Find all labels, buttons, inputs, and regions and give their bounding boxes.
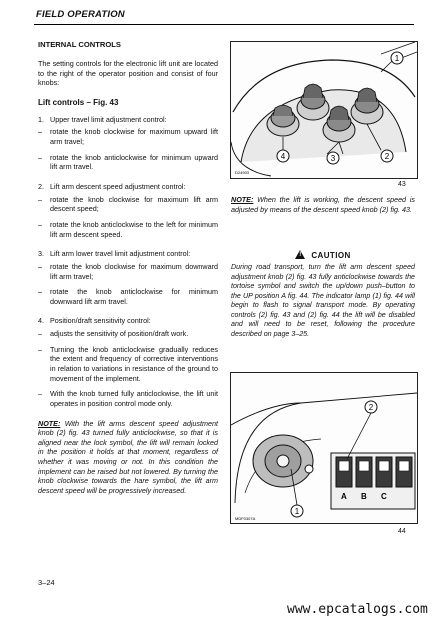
callout-marker — [291, 505, 303, 517]
svg-text:2: 2 — [368, 403, 374, 412]
bullet: – rotate the knob clockwise for maximum upward lift arm travel; — [38, 127, 218, 147]
note-paragraph — [231, 195, 415, 214]
bullet: – rotate the knob clockwise for maximum lift arm descent speed; — [38, 194, 218, 214]
switch-label: A — [341, 492, 347, 501]
note-label: NOTE: — [38, 418, 61, 428]
caution-block — [231, 250, 415, 339]
switch-panel-illustration — [231, 373, 417, 523]
list-item — [38, 316, 218, 408]
item-number: 2. — [38, 182, 44, 192]
list-item — [38, 249, 218, 306]
figure-44-lift-switches — [230, 372, 418, 524]
switch-icon — [396, 457, 412, 487]
item-number: 3. — [38, 249, 44, 259]
item-number: 1. — [38, 114, 44, 124]
switch-label: C — [381, 492, 387, 501]
warning-triangle-icon — [295, 250, 305, 259]
internal-controls-heading: INTERNAL CONTROLS — [38, 40, 121, 49]
svg-text:3: 3 — [330, 154, 336, 163]
bullet: – rotate the knob anticlockwise for minimum downward lift arm travel. — [38, 287, 218, 306]
bullet: – adjusts the sensitivity of position/draft work. — [38, 329, 189, 339]
note-text: When the lift is working, the descent speed is adjusted by means of the descent speed knob (2) fig. 43. — [231, 195, 416, 214]
switch-icon — [336, 457, 352, 487]
figure-number: 43 — [398, 181, 406, 188]
item-title: Upper travel limit adjustment control: — [50, 114, 167, 124]
left-column — [38, 40, 218, 496]
figure-code: D24903 — [235, 170, 250, 175]
caution-heading: !CAUTION — [231, 250, 415, 260]
bullet: – With the knob turned fully anticlockwise, the lift unit operates in position control mode only. — [38, 389, 218, 408]
callout-marker — [327, 152, 339, 164]
page-header — [34, 6, 414, 25]
list-item — [38, 182, 218, 239]
switch-icon — [376, 457, 392, 487]
intro-paragraph: The setting controls for the electronic lift unit are located to the right of the operator position and consist of four knobs: — [38, 59, 218, 88]
svg-text:1: 1 — [394, 54, 400, 63]
figure-code: MDF0307A — [235, 516, 256, 521]
lift-controls-subheading: Lift controls – Fig. 43 — [38, 98, 119, 108]
switch-icon — [356, 457, 372, 487]
note-paragraph — [38, 419, 218, 496]
figure-number: 44 — [398, 528, 406, 535]
bullet: – rotate the knob anticlockwise to the left for minimum lift arm descent speed. — [38, 219, 218, 239]
note-text: With the lift arms descent speed adjustment knob (2) fig. 43 turned fully anticlockwise, so that it is aligned near the lock symbol, the lift will remain locked in the position it holds at that moment, regardless of whether it was moving or not. In this condition the implement can be raised but not lowered. By turning the knob clockwise towards the hare symbol, the lift arm descent speed will be progressively increased. — [38, 418, 218, 496]
item-title: Lift arm descent speed adjustment control: — [50, 182, 186, 192]
svg-text:4: 4 — [280, 152, 286, 161]
section-title: FIELD OPERATION — [36, 9, 125, 20]
svg-text:2: 2 — [384, 152, 390, 161]
bullet: – Turning the knob anticlockwise gradually reduces the extent and frequency of corrective interventions in relation to variations in resistance of the ground to movement of the implement. — [38, 344, 218, 383]
callout-marker — [381, 150, 393, 162]
watermark: www.epcatalogs.com — [287, 602, 428, 617]
switch-label: B — [361, 492, 367, 501]
item-title: Position/draft sensitivity control: — [50, 316, 151, 326]
note-label: NOTE: — [231, 195, 254, 204]
svg-text:1: 1 — [294, 507, 300, 516]
page-number: 3–24 — [38, 578, 55, 587]
callout-marker — [391, 52, 403, 64]
list-item — [38, 115, 218, 172]
bullet: – rotate the knob anticlockwise for minimum upward lift arm travel. — [38, 152, 218, 172]
callout-marker — [277, 150, 289, 162]
bullet: – rotate the knob clockwise for maximum downward lift arm travel; — [38, 261, 218, 281]
item-title: Lift arm lower travel limit adjustment control: — [50, 249, 191, 259]
indicator-lamp-icon — [305, 465, 313, 473]
item-number: 4. — [38, 316, 44, 326]
figure-43-lift-knobs — [230, 41, 418, 179]
caution-text: During road transport, turn the lift arm descent speed adjustment knob (2) fig. 43 fully anticlockwise towards the tortoise symbol and switch the up/down push–button to the UP position A fig. 44. The indicator lamp (1) fig. 44 will begin to flash to signal transport mode. By operating controls (2) fig. 43 and (2) fig. 44 the lift will be disabled and will need to be reset, following the procedure described on page 3–25. — [231, 263, 415, 338]
knob-panel-illustration — [231, 42, 417, 178]
callout-marker — [365, 401, 377, 413]
